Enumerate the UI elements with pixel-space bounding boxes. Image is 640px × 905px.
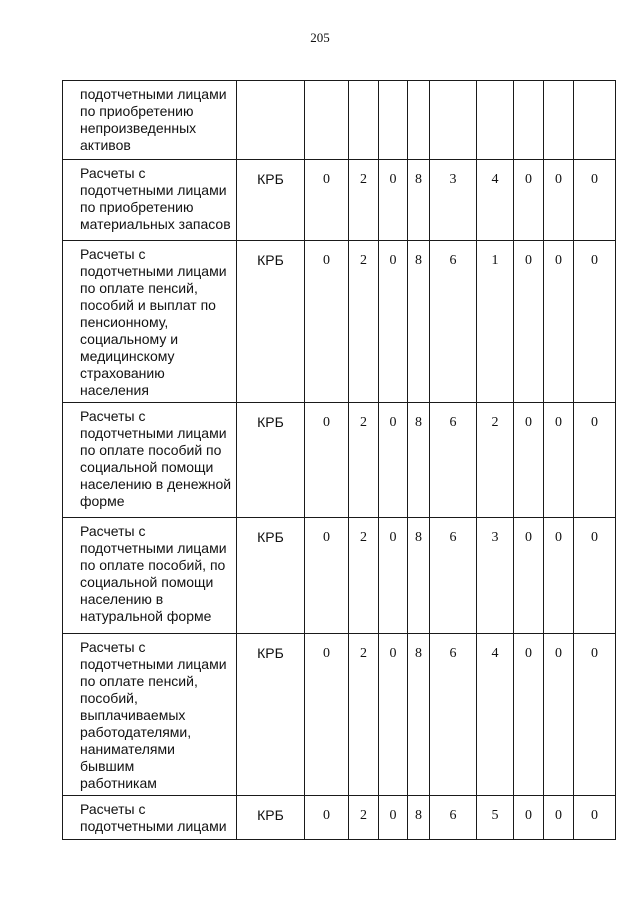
digit-cell: 2: [349, 241, 379, 403]
digit-cell: 6: [430, 796, 477, 840]
digit-cell: 1: [477, 241, 514, 403]
page-number: 205: [310, 30, 330, 45]
account-codes-table: [62, 80, 616, 840]
digit-cell: 0: [544, 796, 574, 840]
digit-cell: [349, 81, 379, 160]
digit-cell: 8: [408, 796, 430, 840]
digit-cell: 2: [349, 796, 379, 840]
digit-cell: [544, 81, 574, 160]
source-code-cell: КРБ: [237, 796, 305, 840]
digit-cell: 0: [574, 241, 616, 403]
digit-cell: [574, 81, 616, 160]
source-code-cell: КРБ: [237, 403, 305, 518]
digit-cell: [379, 81, 408, 160]
source-code-cell: КРБ: [237, 241, 305, 403]
table-row: [63, 518, 616, 634]
account-name-cell: Расчеты с подотчетными лицами по приобретению материальных запасов: [63, 160, 237, 241]
digit-cell: 0: [379, 241, 408, 403]
digit-cell: 6: [430, 241, 477, 403]
digit-cell: 0: [544, 518, 574, 634]
digit-cell: 0: [574, 796, 616, 840]
digit-cell: 0: [305, 403, 349, 518]
digit-cell: 8: [408, 241, 430, 403]
account-name-cell: подотчетными лицами по приобретению непроизведенных активов: [63, 81, 237, 160]
table-row: [63, 796, 616, 840]
table-row: [63, 403, 616, 518]
source-code-cell: КРБ: [237, 518, 305, 634]
digit-cell: 0: [514, 160, 544, 241]
digit-cell: 0: [574, 403, 616, 518]
account-name-cell: Расчеты с подотчетными лицами по оплате пенсий, пособий и выплат по пенсионному, социальному и медицинскому страхованию населения: [63, 241, 237, 403]
digit-cell: 8: [408, 160, 430, 241]
table-row: [63, 241, 616, 403]
digit-cell: 0: [514, 241, 544, 403]
digit-cell: 0: [514, 518, 544, 634]
digit-cell: 2: [349, 403, 379, 518]
digit-cell: 0: [544, 403, 574, 518]
source-code-cell: КРБ: [237, 160, 305, 241]
digit-cell: [305, 81, 349, 160]
digit-cell: 0: [574, 634, 616, 796]
digit-cell: [430, 81, 477, 160]
digit-cell: 4: [477, 160, 514, 241]
digit-cell: 0: [305, 160, 349, 241]
digit-cell: 0: [514, 796, 544, 840]
digit-cell: 6: [430, 403, 477, 518]
digit-cell: 5: [477, 796, 514, 840]
digit-cell: 6: [430, 634, 477, 796]
account-name-cell: Расчеты с подотчетными лицами по оплате пособий, по социальной помощи населению в натуральной форме: [63, 518, 237, 634]
digit-cell: 0: [379, 796, 408, 840]
digit-cell: 0: [514, 403, 544, 518]
digit-cell: 0: [574, 160, 616, 241]
digit-cell: 0: [514, 634, 544, 796]
digit-cell: 6: [430, 518, 477, 634]
digit-cell: 8: [408, 518, 430, 634]
digit-cell: [514, 81, 544, 160]
source-code-cell: КРБ: [237, 634, 305, 796]
digit-cell: 0: [305, 796, 349, 840]
digit-cell: 0: [574, 518, 616, 634]
digit-cell: 8: [408, 634, 430, 796]
digit-cell: 8: [408, 403, 430, 518]
digit-cell: [477, 81, 514, 160]
digit-cell: 0: [379, 160, 408, 241]
digit-cell: 0: [544, 241, 574, 403]
digit-cell: [408, 81, 430, 160]
table-row: [63, 81, 616, 160]
digit-cell: 0: [305, 518, 349, 634]
digit-cell: 0: [379, 518, 408, 634]
digit-cell: 0: [305, 634, 349, 796]
digit-cell: 3: [477, 518, 514, 634]
digit-cell: 0: [305, 241, 349, 403]
digit-cell: 2: [477, 403, 514, 518]
table-row: [63, 160, 616, 241]
account-name-cell: Расчеты с подотчетными лицами: [63, 796, 237, 840]
account-name-cell: Расчеты с подотчетными лицами по оплате пособий по социальной помощи населению в денежной форме: [63, 403, 237, 518]
account-name-cell: Расчеты с подотчетными лицами по оплате пенсий, пособий, выплачиваемых работодателями, нанимателями бывшим работникам: [63, 634, 237, 796]
digit-cell: 2: [349, 634, 379, 796]
digit-cell: 0: [379, 403, 408, 518]
digit-cell: 2: [349, 518, 379, 634]
digit-cell: 3: [430, 160, 477, 241]
digit-cell: 0: [379, 634, 408, 796]
digit-cell: 2: [349, 160, 379, 241]
table-row: [63, 634, 616, 796]
digit-cell: 0: [544, 160, 574, 241]
source-code-cell: [237, 81, 305, 160]
digit-cell: 0: [544, 634, 574, 796]
digit-cell: 4: [477, 634, 514, 796]
